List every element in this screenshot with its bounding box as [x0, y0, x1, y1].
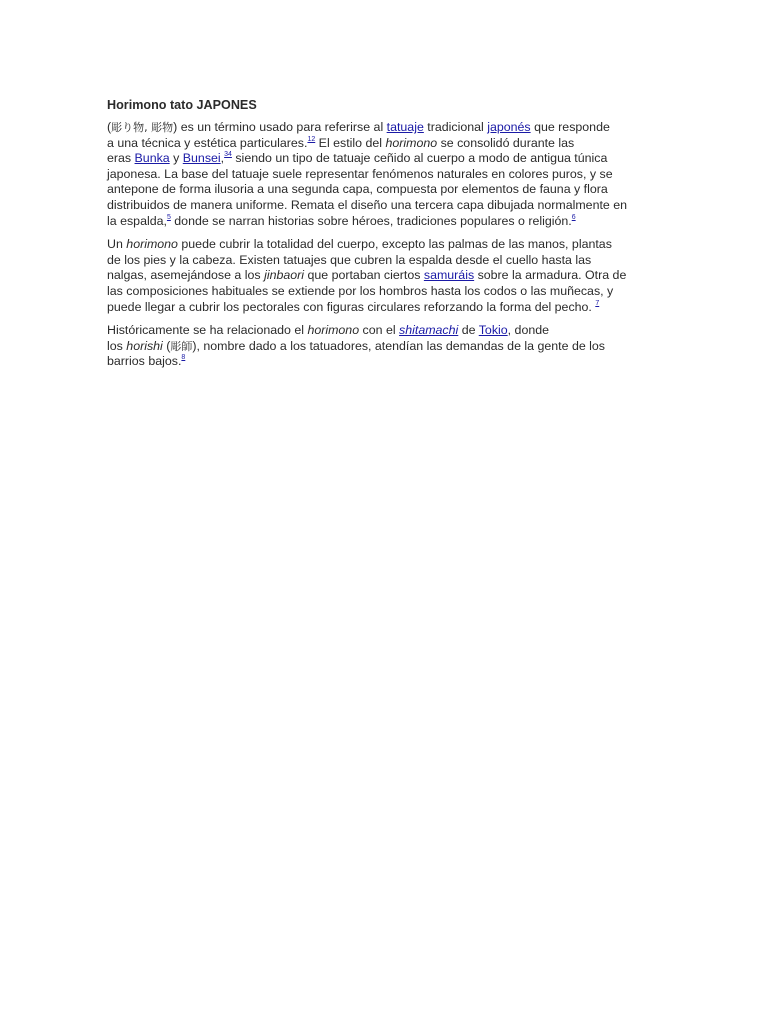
text: , [220, 151, 225, 166]
reference-6 [572, 214, 576, 221]
text: de los pies y la cabeza. Existen tatuajes que cubren la espalda desde el cuello hasta las [107, 252, 592, 267]
text: ), nombre dado a los tatuadores, atendían las demandas de la gente de los [192, 338, 606, 353]
link-shitamachi-label: shitamachi [399, 323, 459, 338]
term-horimono: horimono [385, 135, 438, 150]
link-japones[interactable]: japonés [487, 120, 531, 134]
text: la espalda, [107, 213, 167, 228]
text: ( [162, 338, 171, 353]
text: puede llegar a cubrir los pectorales con figuras circulares reforzando la forma del pecho. [107, 299, 596, 314]
term-horishi: horishi [126, 338, 163, 353]
text: donde se narran historias sobre héroes, tradiciones populares o religión. [170, 213, 572, 228]
text: a una técnica y estética particulares. [107, 135, 308, 150]
text: tradicional [423, 120, 488, 134]
text: barrios bajos. [107, 354, 182, 369]
term-jinbaori: jinbaori [264, 268, 305, 283]
link-samurais[interactable]: samuráis [423, 268, 475, 283]
japanese-term: 彫り物, 彫物 [111, 121, 174, 134]
text: antepone de forma ilusoria a una segunda capa, compuesta por elementos de fauna y flora [107, 182, 608, 197]
link-bunsei[interactable]: Bunsei [182, 151, 221, 166]
term-horimono: horimono [126, 237, 178, 252]
link-tokio[interactable]: Tokio [478, 323, 508, 338]
text: puede cubrir la totalidad del cuerpo, excepto las palmas de las manos, plantas [177, 237, 612, 252]
reference-link-7[interactable]: 7 [595, 299, 600, 307]
reference-link-5[interactable]: 5 [166, 213, 171, 221]
text: ( [107, 120, 112, 134]
text: los [107, 338, 127, 353]
text: ) es un término usado para referirse al [173, 120, 387, 134]
link-shitamachi[interactable] [399, 323, 458, 337]
paragraph-2 [107, 237, 663, 315]
reference-8 [181, 354, 185, 361]
paragraph-1 [107, 120, 663, 229]
text: de [458, 323, 479, 338]
link-bunka[interactable]: Bunka [134, 151, 170, 166]
text: que portaban ciertos [304, 268, 424, 283]
text: que responde [530, 120, 610, 134]
text: sobre la armadura. Otra de [474, 268, 627, 283]
term-horimono: horimono [307, 323, 360, 338]
text: las composiciones habituales se extiende por los hombros hasta los codos o las muñecas, y [107, 283, 614, 298]
reference-34 [224, 151, 232, 158]
text: nalgas, asemejándose a los [107, 268, 265, 283]
article [107, 97, 663, 378]
text: El estilo del [315, 135, 386, 150]
text: con el [359, 323, 400, 338]
paragraph-3 [107, 323, 663, 370]
reference-link-6[interactable]: 6 [571, 213, 576, 221]
text: siendo un tipo de tatuaje ceñido al cuerpo a modo de antigua túnica [231, 151, 608, 166]
reference-7 [595, 300, 599, 307]
text: eras [107, 151, 135, 166]
page-title: Horimono tato JAPONES [107, 98, 257, 112]
text: y [169, 151, 183, 166]
text: , donde [507, 323, 550, 338]
text: se consolidó durante las [437, 135, 575, 150]
text: Un [107, 237, 127, 252]
text: japonesa. La base del tatuaje suele representar fenómenos naturales en colores puros, y se [107, 166, 613, 181]
text: distribuidos de manera uniforme. Remata el diseño una tercera capa dibujada normalmente en [107, 197, 628, 212]
reference-link-12[interactable]: 12 [307, 135, 316, 143]
text: Históricamente se ha relacionado el [107, 323, 308, 338]
link-tatuaje[interactable]: tatuaje [386, 120, 424, 134]
reference-link-8[interactable]: 8 [181, 354, 186, 362]
japanese-term: 彫師 [170, 339, 193, 353]
reference-link-34[interactable]: 34 [224, 151, 232, 159]
